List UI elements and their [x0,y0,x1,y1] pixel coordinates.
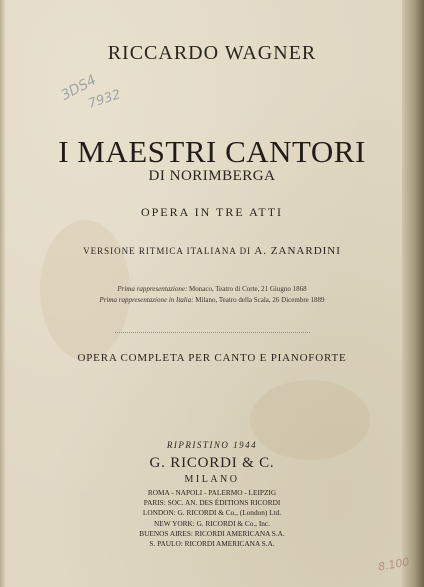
premiere-italy-label: Prima rappresentazione in Italia: [99,296,194,304]
publisher-name: G. RICORDI & C. [149,455,275,471]
branch-line: ROMA - NAPOLI - PALERMO - LEIPZIG [147,488,277,497]
premiere-italy-detail: Milano, Teatro della Scala, 26 Dicembre 1889 [195,296,325,304]
pencil-annotation: 7932 [86,87,123,112]
author-name: RICCARDO WAGNER [107,42,317,64]
premiere-first-detail: Monaco, Teatro di Corte, 21 Giugno 1868 [189,285,307,293]
publisher-city: MILANO [184,474,240,485]
premiere-italy [0,296,424,304]
branch-line: NEW YORK: G. RICORDI & Co., Inc. [154,518,270,528]
reprint-year: RIPRISTINO 1944 [166,440,258,450]
translation-credit [0,245,424,257]
premiere-first [0,285,424,293]
branch-line: LONDON: G. RICORDI & Co., (London) Ltd. [142,508,282,518]
branch-line: PARIS: SOC. AN. DES ÉDITIONS RICORDI [143,498,281,508]
premiere-first-label: Prima rappresentazione: [117,285,188,293]
branch-line: S. PAULO: RICORDI AMERICANA S.A. [149,539,275,549]
translation-prefix: VERSIONE RITMICA ITALIANA DI [83,246,252,256]
branch-line: BUENOS AIRES: RICORDI AMERICANA S.A. [139,528,285,538]
opera-type: OPERA IN TRE ATTI [140,205,284,219]
translator-name: A. ZANARDINI [254,245,341,257]
branch-list [0,488,424,549]
opera-subtitle: DI NORIMBERGA [148,168,276,184]
opera-title: I MAESTRI CANTORI [58,134,366,169]
pencil-annotation: 8.100 [377,555,411,574]
divider-line [115,332,310,334]
pencil-annotation: 3DS4 [58,72,100,104]
edition-description: OPERA COMPLETA PER CANTO E PIANOFORTE [77,352,347,364]
